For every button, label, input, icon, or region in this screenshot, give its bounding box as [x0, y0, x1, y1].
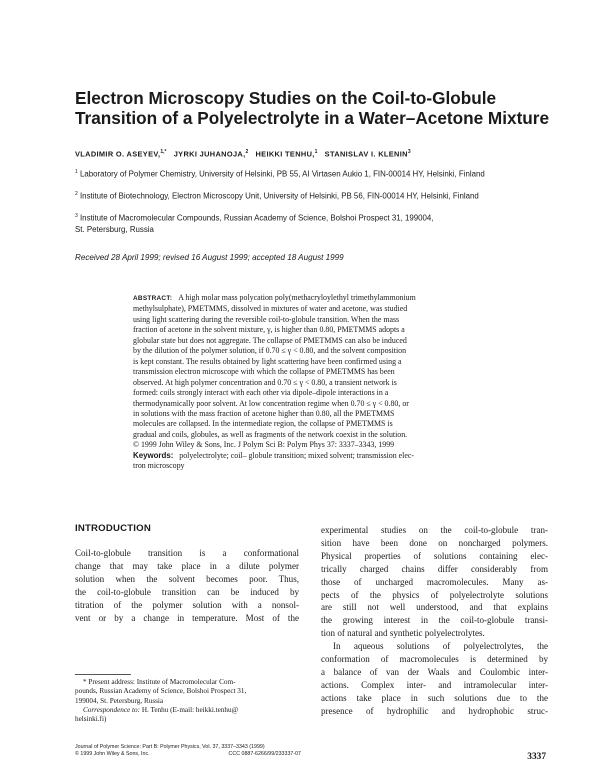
abstract-line: gradual and coils, globules, as well as fragments of the network coexist in the solution.	[133, 429, 408, 439]
received-dates: Received 28 April 1999; revised 16 August 1999; accepted 18 August 1999	[75, 253, 344, 262]
abstract	[133, 293, 541, 472]
correspondence-line: helsinki.fi)	[75, 715, 107, 724]
abstract-copyright: © 1999 John Wiley & Sons, Inc. J Polym Sci B: Polym Phys 37: 3337–3343, 1999	[133, 440, 395, 450]
abstract-line: in solutions with the mass fraction of acetone higher than 0.80, all the PMETMMS	[133, 408, 395, 418]
affiliation-text: Institute of Macromolecular Compounds, Russian Academy of Science, Bolshoi Prospect 31, 199004,	[79, 213, 434, 223]
affiliation-text: St. Petersburg, Russia	[75, 225, 154, 235]
body-line: actions take place in such solutions due to the	[321, 692, 548, 703]
footnote-line: pounds, Russian Academy of Science, Bolshoi Prospect 31,	[75, 687, 247, 696]
body-line: a balance of van der Waals and Coulombic inter-	[321, 666, 548, 677]
correspondence-line: H. Tenhu (E-mail: heikki.tenhu@	[141, 705, 239, 714]
title-line: Transition of a Polyelectrolyte in a Water–Acetone Mixture	[75, 108, 550, 128]
abstract-line: is kept constant. The results obtained by light scattering have been confirmed using a	[133, 356, 402, 366]
body-line: Physical properties of solutions containing elec-	[321, 550, 548, 561]
author-name: JYRKI JUHANOJA,	[173, 149, 246, 159]
abstract-line: A high molar mass polycation poly(methacryloylethyl trimethylammonium	[178, 293, 416, 302]
keywords-line: polyelectrolyte; coil– globule transition; mixed solvent; transmission elec-	[179, 450, 414, 460]
journal-ccc-code: CCC 0887-6266/99/233337-07	[228, 751, 301, 758]
body-line: solution when the solvent becomes poor. Thus,	[75, 573, 299, 584]
body-line: vent or by a change in temperature. Most of the	[75, 612, 299, 623]
keywords-label: Keywords:	[133, 450, 174, 460]
body-line: presence of hydrophilic and hydrophobic struc-	[321, 705, 548, 716]
body-line: sition have been done on noncharged polymers.	[321, 537, 548, 548]
body-line: actions. Complex inter- and intramolecular inter-	[321, 679, 548, 690]
affiliation-number: 2	[75, 191, 78, 197]
affiliation-2	[75, 189, 479, 202]
author-affiliation-mark: 1	[314, 149, 318, 155]
abstract-line: fraction of acetone in the solvent mixture, γ, is higher than 0.80, PMETMMS adopts a	[133, 325, 405, 335]
author-name: HEIKKI TENHU,	[255, 149, 315, 159]
body-line: In aqueous solutions of polyelectrolytes, the	[333, 641, 548, 652]
paper-title	[75, 88, 555, 128]
author-affiliation-mark: 1,*	[160, 149, 167, 155]
right-column-text	[321, 524, 548, 718]
body-line: experimental studies on the coil-to-globule tran-	[321, 525, 548, 535]
footnote	[75, 678, 301, 724]
journal-info	[75, 744, 301, 759]
footnote-line: * Present address: Institute of Macromolecular Com-	[83, 678, 236, 686]
author-affiliation-mark: 2	[245, 149, 249, 155]
affiliation-number: 1	[75, 169, 78, 175]
abstract-line: methylsulphate), PMETMMS, dissolved in mixtures of water and acetone, was studied	[133, 304, 408, 314]
author-affiliation-mark: 3	[407, 149, 411, 155]
footnote-line: 199004, St. Petersburg, Russia	[75, 696, 164, 705]
affiliation-number: 3	[75, 213, 78, 219]
page-number: 3337	[527, 752, 546, 762]
correspondence-label: Correspondence to:	[83, 705, 141, 714]
abstract-line: by the dilution of the polymer solution, if 0.70 ≤ γ < 0.80, and the solvent composition	[133, 346, 407, 356]
body-line: those of uncharged macromolecules. Many as-	[321, 576, 548, 587]
affiliation-1	[75, 167, 485, 180]
journal-copyright: © 1999 John Wiley & Sons, Inc.	[75, 751, 150, 758]
abstract-line: molecules are collapsed. In the intermediate region, the collapse of PMETMMS is	[133, 419, 393, 429]
abstract-line: transmission electron microscope with which the collapse of PMETMMS has been	[133, 367, 395, 377]
keywords-line: tron microscopy	[133, 461, 185, 471]
body-line: the coil-to-globule transition can be induced by	[75, 586, 299, 597]
body-line: the growing interest in the coil-to-globule transi-	[321, 615, 548, 626]
abstract-line: formed: coils strongly interact with each other via dipole–dipole interactions in a	[133, 388, 389, 398]
affiliation-text: Institute of Biotechnology, Electron Microscopy Unit, University of Helsinki, PB 56, FIN-00014 HY, Helsinki, Finland	[79, 191, 479, 201]
body-line: pects of the physics of polyelectrolyte solutions	[321, 589, 548, 600]
title-line: Electron Microscopy Studies on the Coil-to-Globule	[75, 88, 497, 108]
body-line: change that may take place in a dilute polymer	[75, 560, 299, 571]
left-column-text	[75, 547, 299, 624]
abstract-label: ABSTRACT:	[133, 295, 173, 302]
body-line: are still not well understood, and that explains	[321, 602, 548, 613]
body-line: trically charged chains differ considerably from	[321, 563, 548, 574]
body-line: conformation of macromolecules is determined by	[321, 654, 548, 665]
abstract-line: globular state but does not aggregate. The collapse of PMETMMS can also be induced	[133, 335, 407, 345]
body-line: tion of natural and synthetic polyelectrolytes.	[321, 628, 485, 639]
journal-citation: Journal of Polymer Science: Part B: Polymer Physics, Vol. 37, 3337–3343 (1999)	[75, 744, 265, 750]
author-name: STANISLAV I. KLENIN	[324, 149, 408, 159]
body-line: titration of the polymer solution with a nonsol-	[75, 599, 299, 610]
abstract-line: observed. At high polymer concentration and 0.70 ≤ γ < 0.80, a transient network is	[133, 377, 397, 387]
footnote-divider	[75, 674, 131, 675]
author-name: VLADIMIR O. ASEYEV,	[75, 149, 161, 159]
section-heading: INTRODUCTION	[75, 523, 151, 534]
abstract-line: thermodynamically poor solvent. At low concentration regime when 0.70 ≤ γ < 0.80, or	[133, 398, 409, 408]
affiliation-3	[75, 211, 434, 236]
abstract-line: using light scattering during the reversible coil-to-globule transition. When the mass	[133, 314, 400, 324]
affiliation-text: Laboratory of Polymer Chemistry, University of Helsinki, PB 55, AI Virtasen Aukio 1, FIN-00014 HY, Helsinki, Finland	[79, 169, 485, 179]
author-list	[75, 149, 411, 158]
body-line: Coil-to-globule transition is a conformational	[75, 548, 299, 558]
